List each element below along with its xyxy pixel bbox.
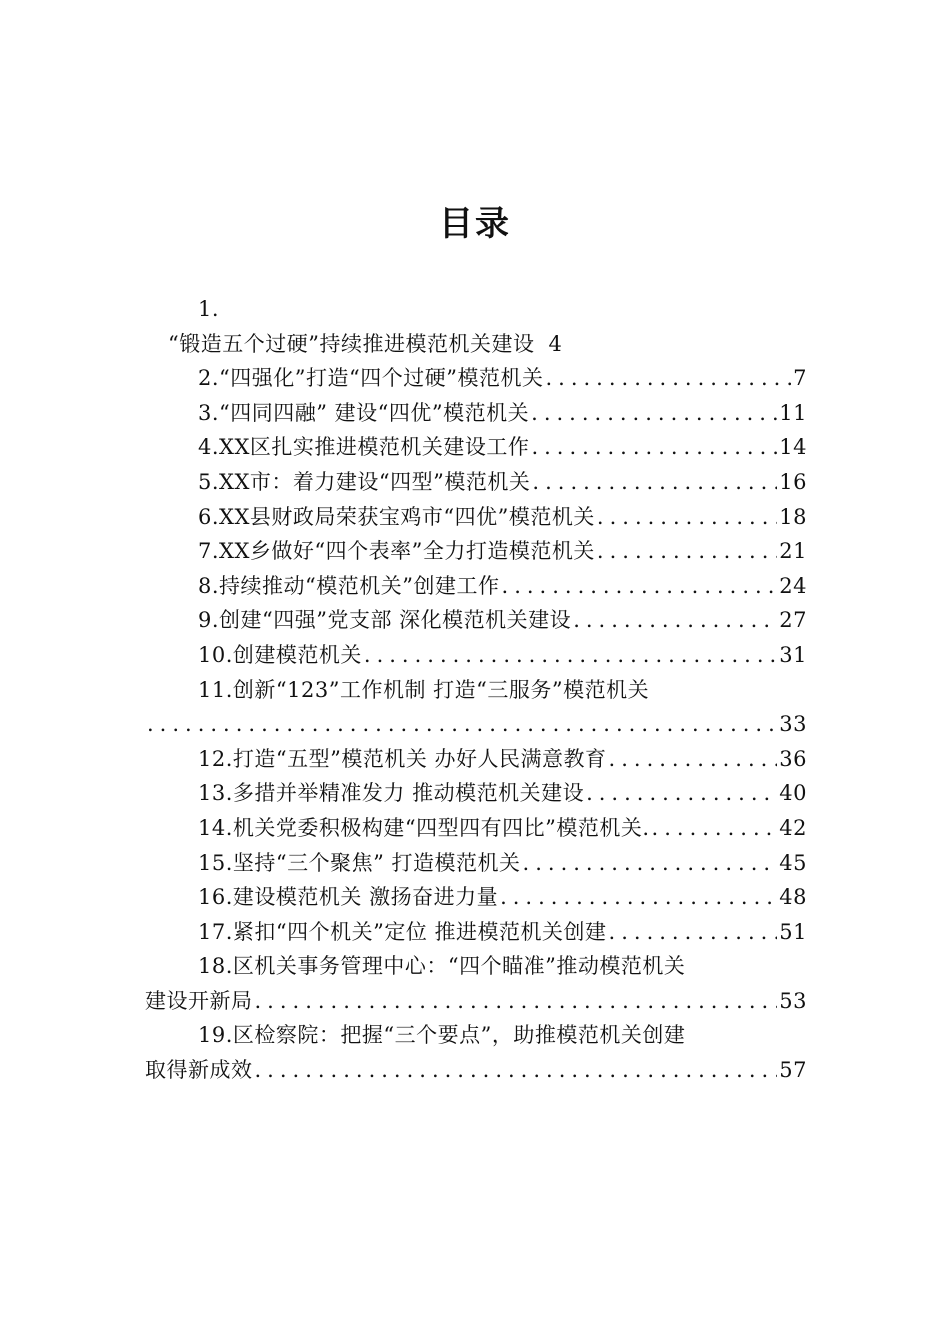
toc-item-text: 3.“四同四融” 建设“四优”模范机关 bbox=[198, 400, 530, 425]
toc-item-text: 5.XX市：着力建设“四型”模范机关 bbox=[198, 469, 531, 494]
toc-item-page: 40 bbox=[779, 781, 807, 806]
toc-item-text: 18.区机关事务管理中心：“四个瞄准”推动模范机关 bbox=[198, 954, 686, 979]
toc-leader-dots bbox=[532, 465, 777, 500]
toc-item-11-cont[interactable] bbox=[145, 707, 807, 742]
toc-leader-dots bbox=[147, 707, 777, 742]
toc-item-page: 24 bbox=[779, 573, 807, 598]
toc-leader-dots bbox=[531, 396, 777, 431]
toc-leader-dots bbox=[502, 569, 778, 604]
toc-item-text: 19.区检察院：把握“三个要点”，助推模范机关创建 bbox=[198, 1023, 686, 1048]
toc-item-page: 11 bbox=[779, 400, 807, 425]
toc-item-text: “锻造五个过硬”持续推进模范机关建设 bbox=[168, 331, 535, 356]
toc-item-text: 12.打造“五型”模范机关 办好人民满意教育 bbox=[198, 746, 607, 771]
toc-item-text: 9.创建“四强”党支部 深化模范机关建设 bbox=[198, 608, 572, 633]
toc-leader-dots bbox=[255, 984, 778, 1019]
toc-item-text: 10.创建模范机关 bbox=[198, 642, 362, 667]
toc-item-12[interactable] bbox=[145, 742, 807, 777]
toc-item-text: 4.XX区扎实推进模范机关建设工作 bbox=[198, 435, 530, 460]
toc-item-10[interactable] bbox=[145, 638, 807, 673]
toc-leader-dots bbox=[531, 430, 777, 465]
toc-item-page: 7 bbox=[793, 366, 807, 391]
toc-item-page: 14 bbox=[779, 435, 807, 460]
toc-item-18-cont[interactable] bbox=[145, 984, 807, 1019]
toc-item-page: 16 bbox=[779, 469, 807, 494]
toc-item-text: 7.XX乡做好“四个表率”全力打造模范机关 bbox=[198, 539, 595, 564]
toc-item-text: 取得新成效 bbox=[145, 1058, 253, 1083]
toc-item-text: 16.建设模范机关 激扬奋进力量 bbox=[198, 885, 499, 910]
toc-item-text: 14.机关党委积极构建“四型四有四比”模范机关. bbox=[198, 815, 650, 840]
toc-leader-dots bbox=[573, 603, 777, 638]
toc-item-14[interactable] bbox=[145, 811, 807, 846]
toc-item-17[interactable] bbox=[145, 915, 807, 950]
toc-item-15[interactable] bbox=[145, 846, 807, 881]
toc-item-18[interactable] bbox=[145, 949, 807, 984]
toc-item-7[interactable] bbox=[145, 534, 807, 569]
toc-item-text: 6.XX县财政局荣获宝鸡市“四优”模范机关 bbox=[198, 504, 595, 529]
toc-leader-dots bbox=[255, 1053, 778, 1088]
toc-item-11[interactable] bbox=[145, 673, 807, 708]
toc-item-1-number[interactable] bbox=[145, 292, 807, 327]
toc-item-page: 48 bbox=[779, 885, 807, 910]
toc-item-text: 15.坚持“三个聚焦” 打造模范机关 bbox=[198, 850, 521, 875]
toc-item-page: 42 bbox=[779, 815, 807, 840]
toc-leader-dots bbox=[609, 742, 778, 777]
toc-item-page: 4 bbox=[548, 331, 563, 356]
toc-item-page: 31 bbox=[779, 642, 807, 667]
toc-leader-dots bbox=[597, 534, 777, 569]
table-of-contents bbox=[145, 292, 807, 1088]
toc-item-page: 57 bbox=[779, 1058, 807, 1083]
toc-item-page: 45 bbox=[779, 850, 807, 875]
toc-leader-dots bbox=[523, 846, 778, 881]
toc-item-1[interactable] bbox=[145, 327, 807, 362]
toc-leader-dots bbox=[609, 915, 778, 950]
toc-item-6[interactable] bbox=[145, 500, 807, 535]
toc-item-text: 11.创新“123”工作机制 打造“三服务”模范机关 bbox=[198, 677, 650, 702]
toc-leader-dots bbox=[652, 811, 778, 846]
toc-leader-dots bbox=[545, 361, 791, 396]
toc-item-page: 53 bbox=[779, 988, 807, 1013]
toc-item-text: 2.“四强化”打造“四个过硬”模范机关 bbox=[198, 366, 544, 391]
toc-item-page: 21 bbox=[779, 539, 807, 564]
toc-leader-dots bbox=[364, 638, 777, 673]
toc-item-text: 8.持续推动“模范机关”创建工作 bbox=[198, 573, 500, 598]
toc-leader-dots bbox=[597, 500, 777, 535]
toc-item-9[interactable] bbox=[145, 603, 807, 638]
toc-item-19-cont[interactable] bbox=[145, 1053, 807, 1088]
toc-item-number: 1. bbox=[198, 297, 220, 321]
toc-item-13[interactable] bbox=[145, 776, 807, 811]
toc-item-text: 13.多措并举精准发力 推动模范机关建设 bbox=[198, 781, 585, 806]
toc-item-2[interactable] bbox=[145, 361, 807, 396]
toc-item-page: 18 bbox=[779, 504, 807, 529]
toc-item-8[interactable] bbox=[145, 569, 807, 604]
toc-item-16[interactable] bbox=[145, 880, 807, 915]
toc-item-page: 27 bbox=[779, 608, 807, 633]
page-title: 目录 bbox=[439, 204, 511, 244]
toc-leader-dots bbox=[500, 880, 777, 915]
toc-item-3[interactable] bbox=[145, 396, 807, 431]
toc-item-page: 51 bbox=[779, 919, 807, 944]
toc-item-text: 17.紧扣“四个机关”定位 推进模范机关创建 bbox=[198, 919, 607, 944]
toc-item-page: 36 bbox=[779, 746, 807, 771]
toc-item-19[interactable] bbox=[145, 1018, 807, 1053]
toc-leader-dots bbox=[586, 776, 777, 811]
toc-item-page: 33 bbox=[779, 712, 807, 737]
toc-item-4[interactable] bbox=[145, 430, 807, 465]
toc-item-5[interactable] bbox=[145, 465, 807, 500]
toc-item-text: 建设开新局 bbox=[145, 988, 253, 1013]
